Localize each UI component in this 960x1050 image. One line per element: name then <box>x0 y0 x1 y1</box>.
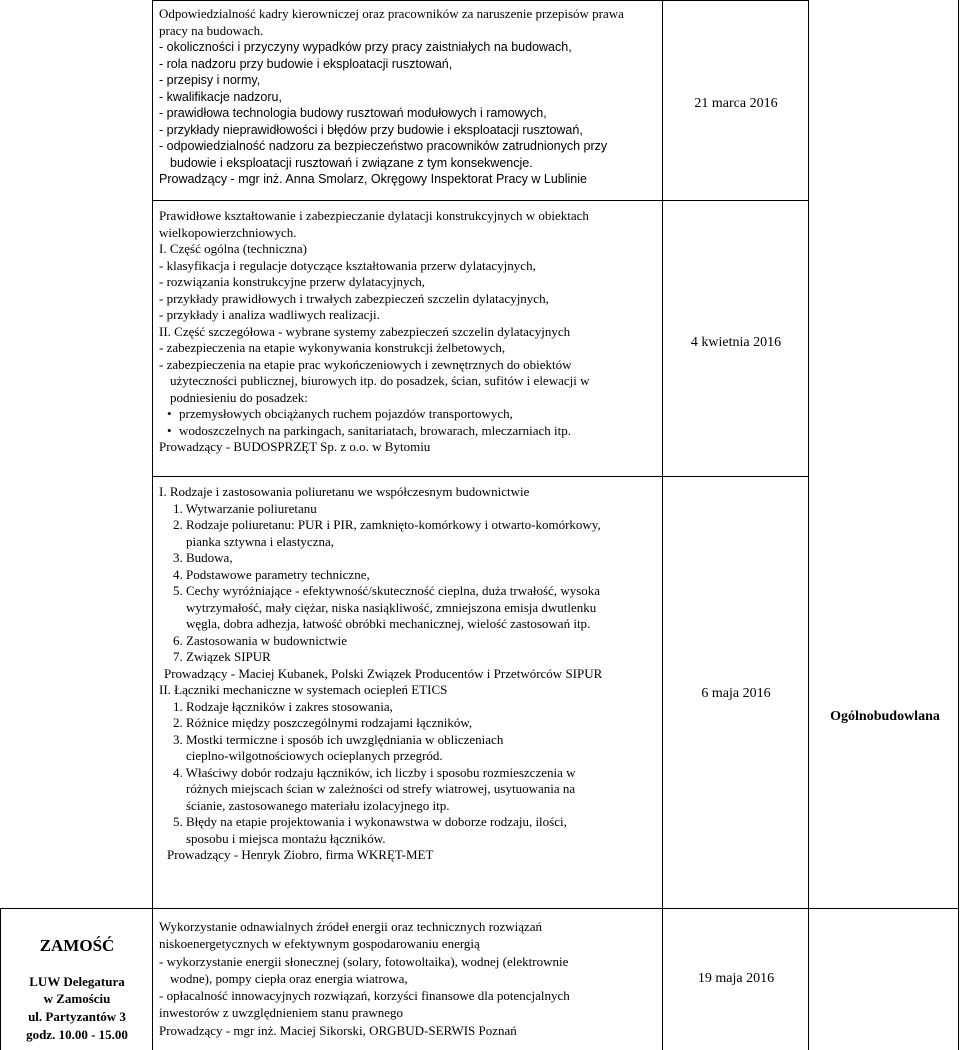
topic-line: sposobu i miejsca montażu łączników. <box>186 830 386 846</box>
training-topic-4 <box>159 918 657 1039</box>
topic-line: węgla, dobra adhezja, łatwość obróbki mechanicznej, wielość zastosowań itp. <box>186 616 591 631</box>
speaker-line: Prowadzący - BUDOSPRZĘT Sp. z o.o. w Bytomiu <box>159 439 431 454</box>
topic-line: 6. Zastosowania w budownictwie <box>173 632 348 648</box>
training-date: 6 maja 2016 <box>701 686 771 701</box>
topic-line: pianka sztywna i elastyczna, <box>186 533 334 549</box>
topic-line: II. Łączniki mechaniczne w systemach ociepleń ETICS <box>159 682 448 697</box>
row-divider <box>152 476 808 477</box>
speaker-line: Prowadzący - mgr inż. Anna Smolarz, Okręgowy Inspektorat Pracy w Lublinie <box>159 172 587 186</box>
training-date: 21 marca 2016 <box>694 96 778 111</box>
topic-line: - odpowiedzialność nadzoru za bezpieczeństwo pracowników zatrudnionych przy <box>159 139 608 153</box>
training-topic-3 <box>159 484 657 864</box>
topic-line: użyteczności publicznej, biurowych itp. do posadzek, ścian, sufitów i elewacji w <box>170 373 590 388</box>
topic-line: I. Rodzaje i zastosowania poliuretanu we współczesnym budownictwie <box>159 484 530 499</box>
venue-hours: godz. 10.00 - 15.00 <box>26 1027 128 1042</box>
topic-line: - klasyfikacja i regulacje dotyczące kształtowania przerw dylatacyjnych, <box>159 257 536 273</box>
speaker-line: Prowadzący - Maciej Kubanek, Polski Związek Producentów i Przetwórców SIPUR <box>164 665 603 681</box>
venue-address: ul. Partyzantów 3 <box>28 1009 126 1024</box>
row-divider <box>152 200 808 201</box>
column-divider <box>662 0 663 1050</box>
topic-line: 4. Właściwy dobór rodzaju łączników, ich liczby i sposobu rozmieszczenia w <box>173 764 576 780</box>
venue-name-line1: LUW Delegatura <box>29 974 125 989</box>
topic-line: - przykłady prawidłowych i trwałych zabezpieczeń szczelin dylatacyjnych, <box>159 290 549 306</box>
column-divider <box>0 908 1 1050</box>
topic-line: 7. Związek SIPUR <box>173 649 271 664</box>
topic-line: Odpowiedzialność kadry kierowniczej oraz pracowników za naruszenie przepisów prawa <box>159 6 624 21</box>
topic-line: - rola nadzoru przy budowie i eksploatacji rusztowań, <box>159 56 453 71</box>
topic-line: 3. Mostki termiczne i sposób ich uwzględniania w obliczeniach <box>173 731 504 747</box>
topic-line: 5. Cechy wyróżniające - efektywność/skuteczność cieplna, duża trwałość, wysoka <box>173 583 601 598</box>
training-topic-2 <box>159 208 657 456</box>
venue-name-line2: w Zamościu <box>43 991 111 1006</box>
topic-line: - kwalifikacje nadzoru, <box>159 89 282 104</box>
row-divider <box>0 908 958 909</box>
topic-line: pracy na budowach. <box>159 22 264 38</box>
speaker-line: Prowadzący - Henryk Ziobro, firma WKRĘT-MET <box>167 847 434 862</box>
bullet-text: przemysłowych obciążanych ruchem pojazdów transportowych, <box>179 406 513 421</box>
speaker-line: Prowadzący - mgr inż. Maciej Sikorski, ORGBUD-SERWIS Poznań <box>159 1022 517 1038</box>
topic-line: cieplno-wilgotnościowych ocieplanych przegród. <box>186 748 443 763</box>
topic-line: - okoliczności i przyczyny wypadków przy pracy zaistniałych na budowach, <box>159 40 572 54</box>
bullet-item <box>159 423 657 440</box>
row-divider <box>152 0 808 1</box>
category-label: Ogólnobudowlana <box>830 709 940 724</box>
bullet-item <box>159 406 657 423</box>
topic-line: 4. Podstawowe parametry techniczne, <box>173 566 370 582</box>
training-date: 19 maja 2016 <box>697 971 775 986</box>
topic-line: - przykłady i analiza wadliwych realizacji. <box>159 307 380 322</box>
bullet-icon: • <box>167 406 172 421</box>
training-date: 4 kwietnia 2016 <box>690 335 782 350</box>
topic-line: - opłacalność innowacyjnych rozwiązań, korzyści finansowe dla potencjalnych <box>159 988 570 1004</box>
topic-line: Wykorzystanie odnawialnych źródeł energii oraz technicznych rozwiązań <box>159 919 543 934</box>
topic-line: Prawidłowe kształtowanie i zabezpieczanie dylatacji konstrukcyjnych w obiektach <box>159 208 589 223</box>
column-divider <box>808 0 809 1050</box>
topic-line: budowie i eksploatacji rusztowań i związane z tym konsekwencje. <box>170 155 533 170</box>
column-divider <box>958 0 959 1050</box>
topic-line: 1. Rodzaje łączników i zakres stosowania, <box>173 698 393 714</box>
topic-line: - wykorzystanie energii słonecznej (solary, fotowoltaika), wodnej (elektrownie <box>159 953 569 969</box>
topic-line: 3. Budowa, <box>173 550 233 565</box>
training-topic-1 <box>159 6 657 188</box>
bullet-text: wodoszczelnych na parkingach, sanitariatach, browarach, mleczarniach itp. <box>179 422 571 438</box>
topic-line: wodne), pompy ciepła oraz energia wiatrowa, <box>170 970 408 986</box>
topic-line: podniesieniu do posadzek: <box>170 389 308 405</box>
topic-line: inwestorów z uwzględnieniem stanu prawnego <box>159 1005 404 1021</box>
bullet-icon: • <box>167 422 172 438</box>
topic-line: 5. Błędy na etapie projektowania i wykonawstwa w doborze rodzaju, ilości, <box>173 814 567 829</box>
topic-line: I. Część ogólna (techniczna) <box>159 241 307 256</box>
topic-line: różnych miejscach ścian w zależności od strefy wiatrowej, usytuowania na <box>186 781 576 796</box>
topic-line: - zabezpieczenia na etapie prac wykończeniowych i zewnętrznych do obiektów <box>159 356 572 372</box>
topic-line: - przykłady nieprawidłowości i błędów przy budowie i eksploatacji rusztowań, <box>159 122 583 137</box>
topic-line: 2. Rodzaje poliuretanu: PUR i PIR, zamknięto-komórkowy i otwarto-komórkowy, <box>173 517 601 532</box>
topic-line: - przepisy i normy, <box>159 73 261 87</box>
topic-line: wielkopowierzchniowych. <box>159 224 297 240</box>
topic-line: wytrzymałość, mały ciężar, niska nasiąkliwość, zmniejszona emisja dwutlenku <box>186 599 597 615</box>
column-divider <box>152 0 153 1050</box>
topic-line: niskoenergetycznych w efektywnym gospodarowaniu energią <box>159 936 480 952</box>
topic-line: II. Część szczegółowa - wybrane systemy zabezpieczeń szczelin dylatacyjnych <box>159 323 571 339</box>
city-name: ZAMOŚĆ <box>39 936 115 955</box>
topic-line: - prawidłowa technologia budowy rusztowań modułowych i ramowych, <box>159 106 547 120</box>
topic-line: - rozwiązania konstrukcyjne przerw dylatacyjnych, <box>159 274 426 289</box>
topic-line: - zabezpieczenia na etapie wykonywania konstrukcji żelbetowych, <box>159 340 506 355</box>
topic-line: 1. Wytwarzanie poliuretanu <box>173 500 317 516</box>
topic-line: ścianie, zastosowanego materiału izolacyjnego itp. <box>186 797 450 813</box>
topic-line: 2. Różnice między poszczególnymi rodzajami łączników, <box>173 715 473 730</box>
